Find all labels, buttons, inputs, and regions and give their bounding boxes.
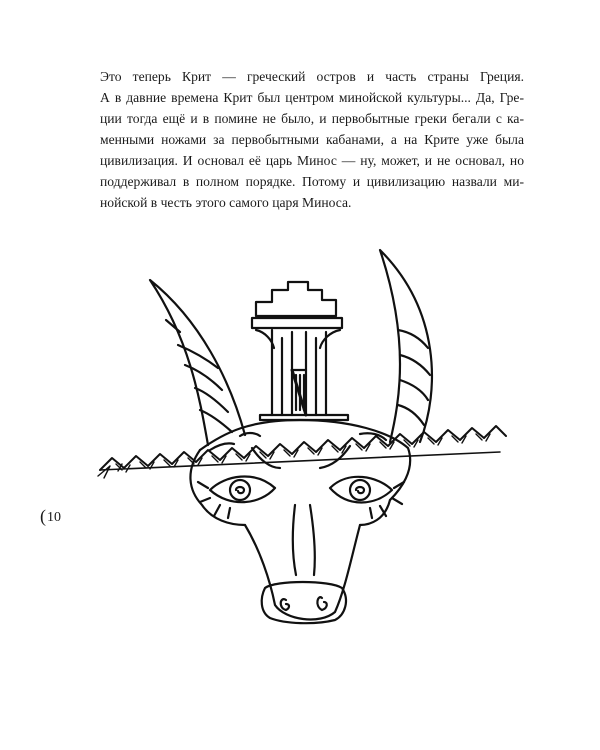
paragraph-line: менными ножами за первобытными кабанами, а на Крите уже была (100, 132, 524, 147)
left-horn (150, 280, 245, 445)
bull-head-illustration (60, 220, 530, 640)
paragraph-line: цивилизация. И основал её царь Минос — ну, может, и не основал, но (100, 153, 524, 168)
paragraph-line: Это теперь Крит — греческий остров и часть страны Греция. (100, 69, 524, 84)
right-horn (380, 250, 432, 442)
page-number (40, 505, 61, 526)
paragraph (100, 66, 524, 213)
page-number-bracket: ( (40, 506, 46, 526)
paragraph-line: нойской в честь этого самого царя Миноса. (100, 195, 352, 210)
paragraph-line: поддерживал в полном порядке. Потому и цивилизацию назвали ми- (100, 174, 524, 189)
paragraph-line: ции тогда ещё и в помине не было, и первобытные греки бегали с ка- (100, 111, 524, 126)
zigzag-band (98, 426, 506, 478)
page-number-value: 10 (47, 510, 61, 525)
temple-drawing (252, 282, 348, 420)
paragraph-line: А в давние времена Крит был центром минойской культуры... Да, Гре- (100, 90, 524, 105)
bull-face (190, 420, 410, 623)
